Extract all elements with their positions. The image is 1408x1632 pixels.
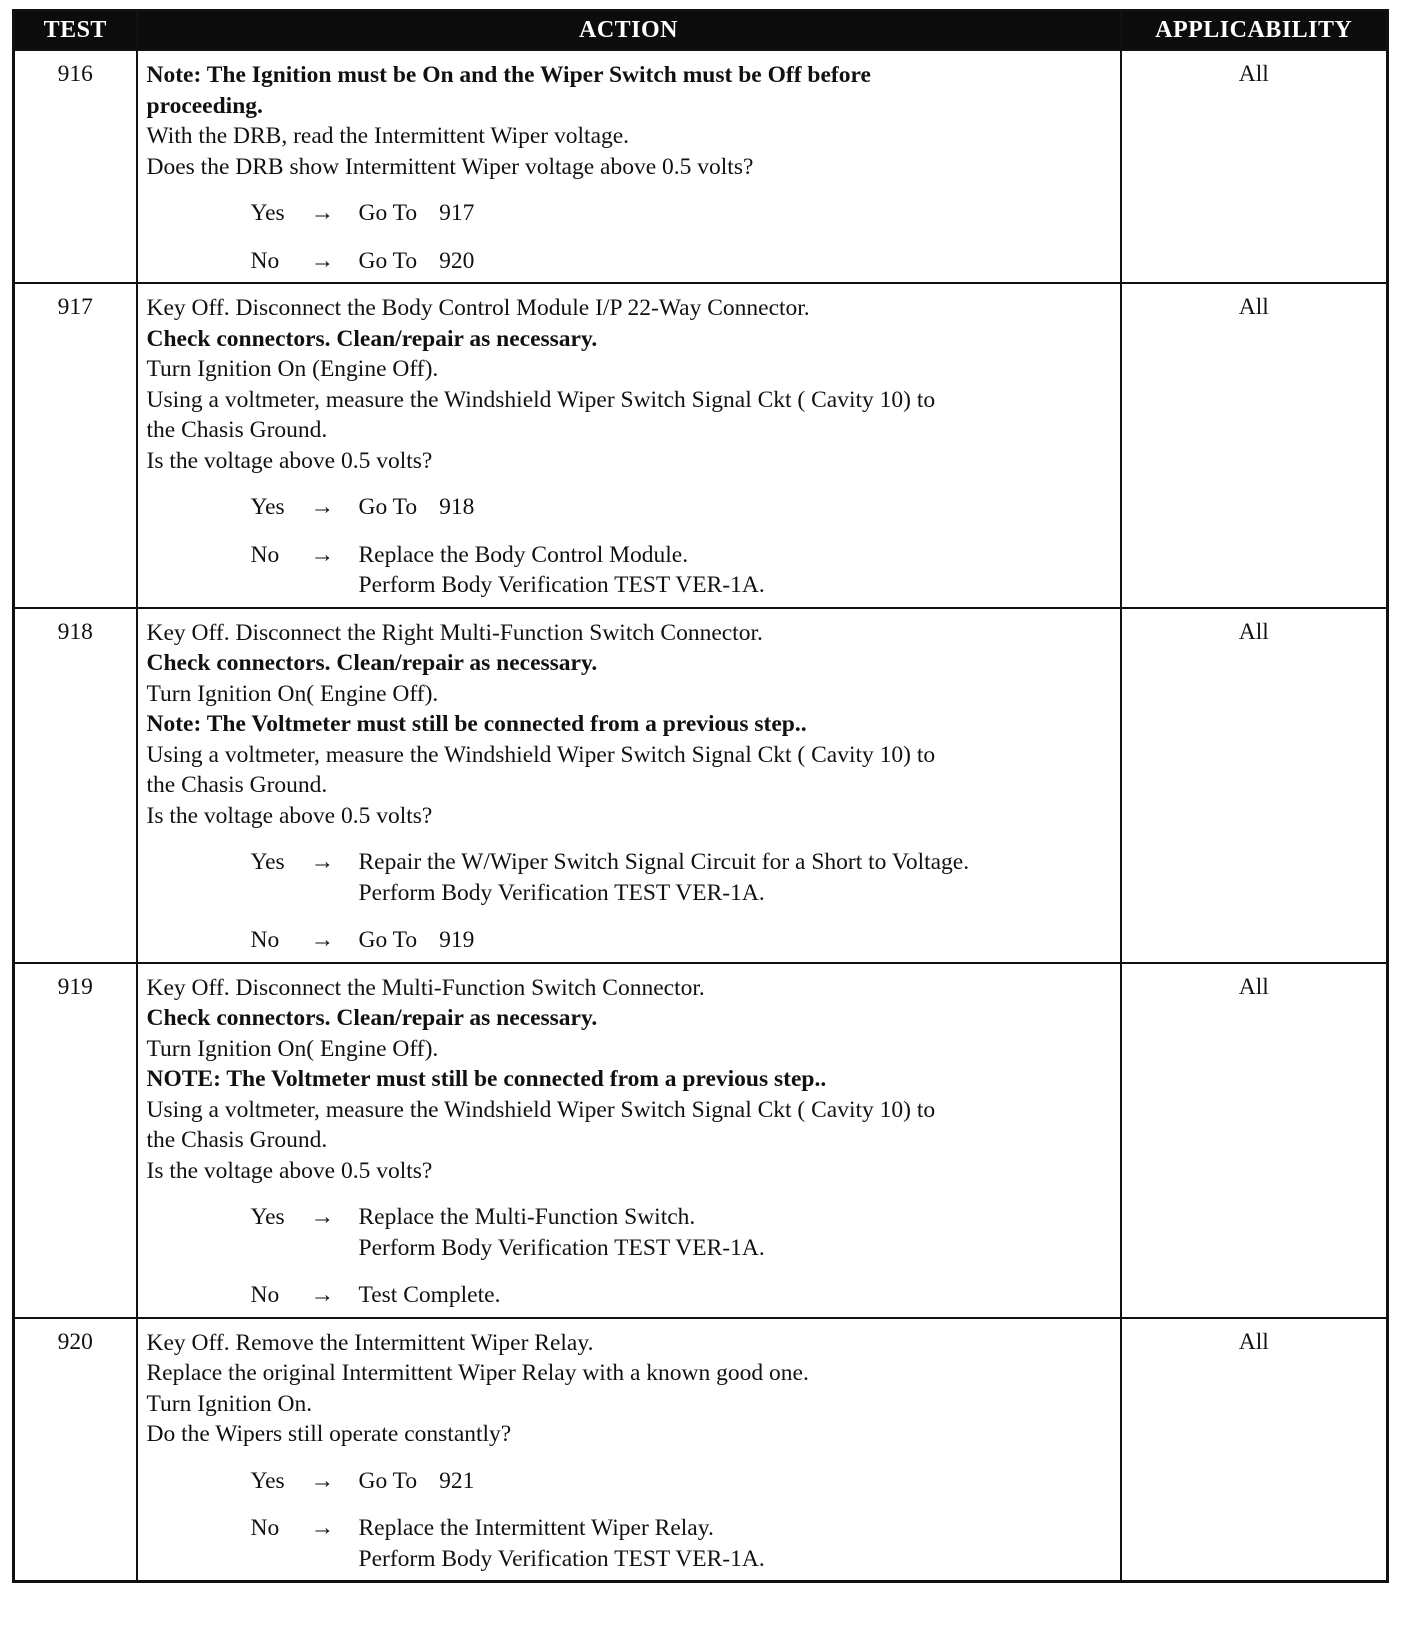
instruction-line: Turn Ignition On (Engine Off). (146, 356, 439, 382)
result-text: Go To (358, 494, 418, 520)
right-arrow-icon: → (310, 541, 334, 568)
right-arrow-icon: → (310, 927, 334, 953)
yes-outcome (251, 492, 1112, 523)
instruction-note: Check connectors. Clean/repair as necessary. (146, 325, 598, 352)
yes-label: Yes (250, 494, 285, 520)
yes-result (359, 1466, 1112, 1497)
result-line (359, 1466, 1112, 1497)
diagnostic-test-table (12, 9, 1389, 1583)
action-cell (137, 50, 1121, 283)
no-label: No (250, 1515, 280, 1541)
no-result (359, 925, 1112, 956)
result-text: Replace the Intermittent Wiper Relay. (358, 1515, 714, 1541)
header-action: ACTION (137, 11, 1121, 51)
header-test: TEST (14, 11, 137, 51)
instruction-line: Key Off. Disconnect the Right Multi-Function Switch Connector. (146, 619, 763, 646)
instruction-note: Note: The Ignition must be On and the Wiper Switch must be Off before (146, 62, 871, 88)
yes-result (359, 847, 1112, 908)
table-row (14, 50, 1388, 283)
instruction-line: Using a voltmeter, measure the Windshield Wiper Switch Signal Ckt ( Cavity 10) to (146, 741, 936, 768)
yes-result (359, 1202, 1112, 1263)
instruction-note: proceeding. (146, 92, 263, 119)
result-line (359, 1202, 1112, 1233)
instruction-line: Turn Ignition On( Engine Off). (146, 680, 439, 707)
no-result (359, 1280, 1112, 1311)
instruction-note: Check connectors. Clean/repair as necessary. (146, 650, 598, 676)
result-line (359, 570, 1112, 601)
right-arrow-icon: → (310, 247, 334, 274)
yes-outcome (251, 847, 1112, 908)
table-header-row (14, 11, 1388, 51)
test-number: 919 (14, 963, 137, 1318)
right-arrow-icon: → (310, 200, 334, 226)
result-line (359, 198, 1112, 229)
instruction-note: NOTE: The Voltmeter must still be connected from a previous step.. (146, 1066, 827, 1092)
yes-label: Yes (250, 849, 285, 875)
instruction-line: the Chasis Ground. (146, 1127, 328, 1153)
instruction-line: With the DRB, read the Intermittent Wiper voltage. (146, 123, 630, 149)
result-text: Perform Body Verification TEST VER-1A. (358, 1234, 765, 1261)
result-line (359, 878, 1112, 909)
applicability-value: All (1121, 50, 1388, 283)
action-cell (137, 608, 1121, 963)
result-text: Replace the Multi-Function Switch. (358, 1204, 696, 1230)
goto-test-number: 919 (439, 927, 475, 953)
yes-result (359, 198, 1112, 229)
right-arrow-icon: → (310, 1467, 334, 1494)
instruction-line: the Chasis Ground. (146, 772, 328, 798)
instruction-note: Note: The Voltmeter must still be connected from a previous step.. (146, 711, 807, 737)
result-line (359, 847, 1112, 878)
no-outcome (251, 925, 1112, 956)
instruction-line: Key Off. Remove the Intermittent Wiper Relay. (146, 1329, 594, 1356)
table-row (14, 608, 1388, 963)
no-outcome (251, 540, 1112, 601)
result-line (359, 246, 1112, 277)
no-outcome (251, 1280, 1112, 1311)
result-text: Repair the W/Wiper Switch Signal Circuit for a Short to Voltage. (358, 849, 970, 875)
applicability-value: All (1121, 283, 1388, 608)
action-cell (137, 1318, 1121, 1582)
result-text: Go To (358, 247, 418, 274)
result-text: Perform Body Verification TEST VER-1A. (358, 572, 765, 598)
test-number: 920 (14, 1318, 137, 1582)
instruction-line: Does the DRB show Intermittent Wiper voltage above 0.5 volts? (146, 153, 754, 180)
no-outcome (251, 246, 1112, 277)
result-text: Go To (358, 927, 418, 953)
yes-outcome (251, 1202, 1112, 1263)
instruction-line: Using a voltmeter, measure the Windshield Wiper Switch Signal Ckt ( Cavity 10) to (146, 1096, 936, 1123)
result-text: Go To (358, 1467, 418, 1494)
instruction-line: Is the voltage above 0.5 volts? (146, 802, 433, 829)
right-arrow-icon: → (310, 1515, 334, 1541)
instruction-line: Using a voltmeter, measure the Windshield Wiper Switch Signal Ckt ( Cavity 10) to (146, 386, 936, 413)
action-cell (137, 963, 1121, 1318)
result-line (359, 1513, 1112, 1544)
yes-label: Yes (250, 1204, 285, 1230)
no-label: No (250, 1282, 280, 1308)
goto-test-number: 921 (439, 1467, 475, 1494)
right-arrow-icon: → (310, 494, 334, 520)
instruction-line: Turn Ignition On( Engine Off). (146, 1035, 439, 1062)
goto-test-number: 917 (439, 200, 475, 226)
instruction-line: Turn Ignition On. (146, 1390, 313, 1417)
instruction-line: the Chasis Ground. (146, 417, 328, 443)
applicability-value: All (1121, 963, 1388, 1318)
no-label: No (250, 541, 280, 568)
test-number: 917 (14, 283, 137, 608)
goto-test-number: 918 (439, 494, 475, 520)
no-outcome (251, 1513, 1112, 1574)
right-arrow-icon: → (310, 1282, 334, 1308)
result-text: Replace the Body Control Module. (358, 541, 689, 568)
no-result (359, 540, 1112, 601)
yes-label: Yes (250, 1467, 285, 1494)
applicability-value: All (1121, 608, 1388, 963)
yes-result (359, 492, 1112, 523)
table-row (14, 283, 1388, 608)
result-text: Perform Body Verification TEST VER-1A. (358, 1545, 765, 1572)
result-text: Test Complete. (358, 1282, 501, 1308)
no-result (359, 1513, 1112, 1574)
result-line (359, 925, 1112, 956)
test-number: 918 (14, 608, 137, 963)
test-number: 916 (14, 50, 137, 283)
yes-outcome (251, 198, 1112, 229)
yes-outcome (251, 1466, 1112, 1497)
table-row (14, 1318, 1388, 1582)
instruction-line: Key Off. Disconnect the Multi-Function Switch Connector. (146, 974, 705, 1001)
result-line (359, 1544, 1112, 1575)
applicability-value: All (1121, 1318, 1388, 1582)
instruction-line: Is the voltage above 0.5 volts? (146, 447, 433, 474)
result-text: Perform Body Verification TEST VER-1A. (358, 879, 765, 906)
table-body (14, 50, 1388, 1582)
result-line (359, 540, 1112, 571)
action-cell (137, 283, 1121, 608)
result-text: Go To (358, 200, 418, 226)
instruction-line: Do the Wipers still operate constantly? (146, 1421, 512, 1447)
table-row (14, 963, 1388, 1318)
goto-test-number: 920 (439, 247, 475, 274)
result-line (359, 1280, 1112, 1311)
no-label: No (250, 927, 280, 953)
result-line (359, 1233, 1112, 1264)
result-line (359, 492, 1112, 523)
right-arrow-icon: → (310, 1204, 334, 1230)
no-result (359, 246, 1112, 277)
header-applicability: APPLICABILITY (1121, 11, 1388, 51)
instruction-line: Key Off. Disconnect the Body Control Module I/P 22-Way Connector. (146, 295, 810, 321)
instruction-line: Is the voltage above 0.5 volts? (146, 1157, 433, 1184)
no-label: No (250, 247, 280, 274)
yes-label: Yes (250, 200, 285, 226)
instruction-line: Replace the original Intermittent Wiper Relay with a known good one. (146, 1360, 809, 1386)
right-arrow-icon: → (310, 849, 334, 875)
instruction-note: Check connectors. Clean/repair as necessary. (146, 1005, 598, 1031)
